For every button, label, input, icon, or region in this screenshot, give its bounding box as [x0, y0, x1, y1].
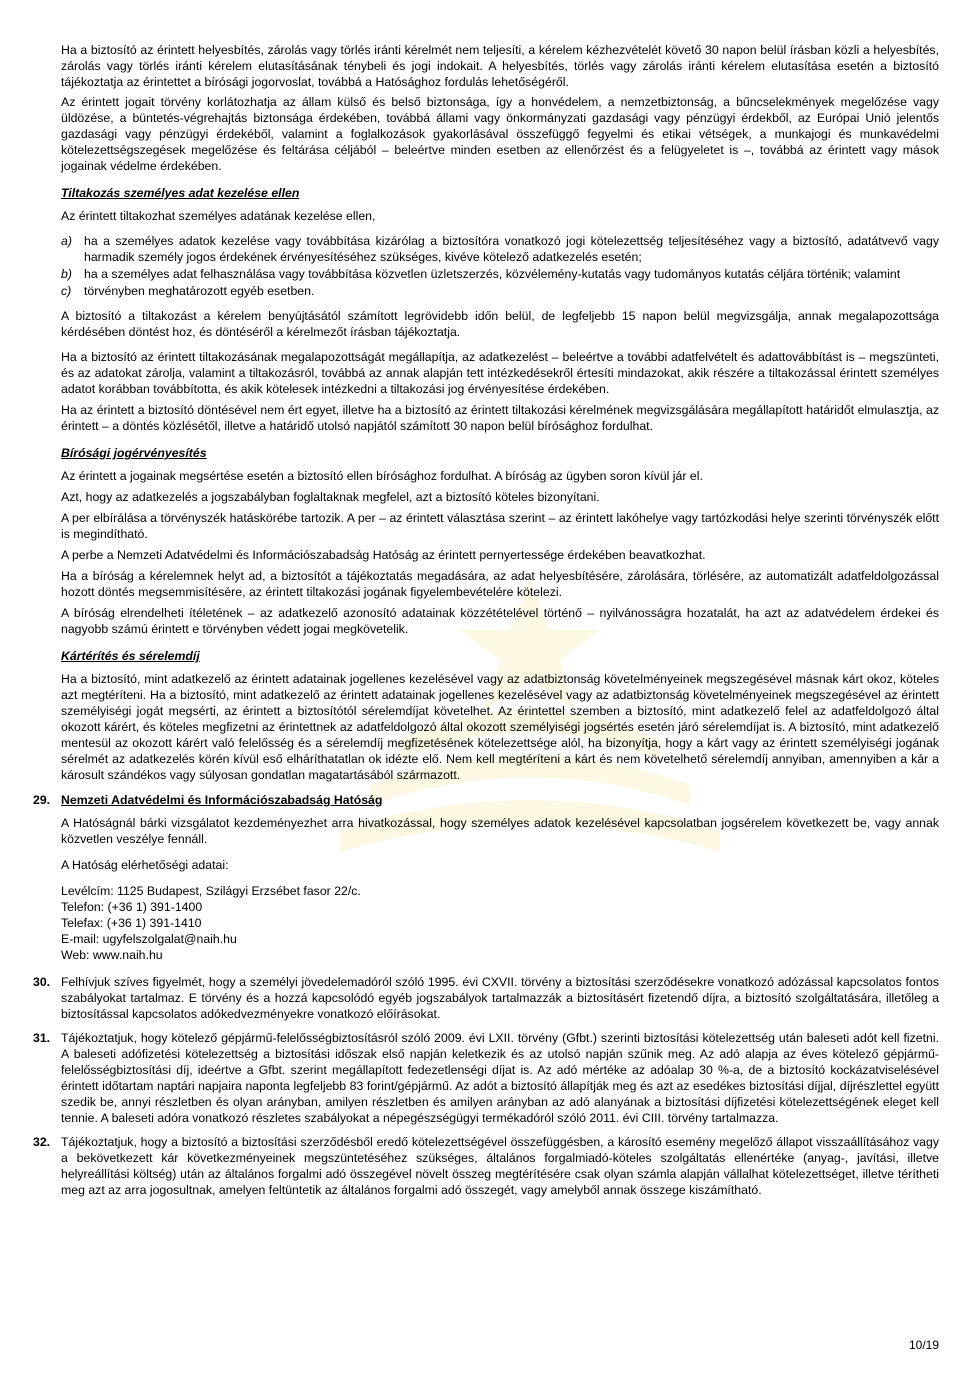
section-number: 29. — [33, 793, 51, 807]
contact-address: Levélcím: 1125 Budapest, Szilágyi Erzsébet fasor 22/c. — [61, 884, 361, 898]
heading-court: Bírósági jogérvényesítés — [61, 446, 207, 460]
heading-objection: Tiltakozás személyes adat kezelése ellen — [61, 186, 300, 200]
court-paragraph-4: A perbe a Nemzeti Adatvédelmi és Információszabadság Hatóság az érintett pernyertessége érdekében beavatkozhat. — [61, 548, 706, 562]
list-item-letter: a) — [61, 234, 72, 248]
intro-paragraph-2: Az érintett jogait törvény korlátozhatja az állam külső és belső biztonsága, így a honvédelem, a nemzetbiztonság, a bűncselekmények megelőzése vagy üldözése, a büntetés-végrehajtás biztonsága érdekében, továbbá állami vagy önkormányzati gazdasági vagy pénzügyi érdekből, az Európai Unió jelentős gazdasági vagy pénzügyi érdekéből, valamint a foglalkozások gyakorlásával összefüggő fegyelmi és etikai vétségek, a munkajogi és munkavédelmi kötelezettségszegések megelőzése és feltárása céljából – beleértve minden esetben az ellenőrzést és a felügyeletet is –, továbbá az érintett vagy mások jogainak védelme érdekében. — [61, 95, 939, 173]
objection-paragraph-3: Ha az érintett a biztosító döntésével nem ért egyet, illetve ha a biztosító az érintett tiltakozási kérelmének megvizsgálására megállapított határidőt elmulasztja, az érintett – a döntés közlésétől, illetve a határidő utolsó napjától számított 30 napon belül bírósághoz fordulhat. — [61, 403, 939, 433]
section-29-paragraph: A Hatóságnál bárki vizsgálatot kezdeményezhet arra hivatkozással, hogy személyes adatok kezelésével kapcsolatban jogsérelem következett be, vagy annak közvetlen veszélye fennáll. — [61, 816, 939, 846]
section-31 — [33, 1030, 939, 1126]
section-31-text: Tájékoztatjuk, hogy kötelező gépjármű-felelősségbiztosításról szóló 2009. évi LXII. törvény (Gfbt.) szerinti biztosítási kötelezettség után baleseti adót kell fizetni. A baleseti adófizetési kötelezettség a biztosítási időszak első napján keletkezik és az utolsó napján szűnik meg. Az adó alapja az éves kötelező gépjármű-felelősségbiztosítási díj, ideértve a Gfbt. szerint megállapított fedezetlenségi díjat is. Az adó mértéke az adóalap 30 %-a, de a biztosító kockázatviselésével érintett időtartam naptári napjaira naponta legfeljebb 83 forint/gépjármű. Az adót a biztosító állapítják meg és azt az esedékes biztosítási díjjal, díjrészlettel együtt szedik be, annyi részletben és olyan arányban, amilyen részletben és amilyen arányban az adó alanyának a biztosítási díjfizetési kötelezettségének eleget kell tennie. A baleseti adóra vonatkozó részletes szabályokat a népegészségügyi termékadóról szóló 2011. évi CIII. törvény tartalmazza. — [61, 1031, 939, 1125]
court-paragraph-1: Az érintett a jogainak megsértése esetén a biztosító ellen bírósághoz fordulhat. A bíróság az ügyben soron kívül jár el. — [61, 469, 703, 483]
objection-lead: Az érintett tiltakozhat személyes adatának kezelése ellen, — [61, 209, 376, 223]
contact-phone: Telefon: (+36 1) 391-1400 — [61, 900, 203, 914]
objection-paragraph-1: A biztosító a tiltakozást a kérelem benyújtásától számított legrövidebb időn belül, de legfeljebb 15 napon belül megvizsgálja, annak megalapozottsága kérdésében döntést hoz, és döntéséről a kérelmezőt írásban tájékoztatja. — [61, 309, 939, 339]
objection-list — [61, 233, 939, 299]
authority-contact-block — [61, 857, 939, 963]
list-item — [61, 266, 939, 282]
page-number: 10/19 — [908, 1338, 939, 1352]
section-30-text: Felhívjuk szíves figyelmét, hogy a személyi jövedelemadóról szóló 1995. évi CXVII. törvény a biztosítási szerződésekre vonatkozó adózással kapcsolatos fontos szabályokat tartalmaz. E törvény és a hozzá kapcsolódó egyéb jogszabályok tartalmazzák a biztosításért fizetendő díjra, a biztosító szolgáltatására, illetőleg a biztosítással kapcsolatos adókedvezményekre vonatkozó előírásokat. — [61, 975, 939, 1021]
heading-damages: Kártérítés és sérelemdíj — [61, 649, 200, 663]
contact-web: Web: www.naih.hu — [61, 948, 163, 962]
section-32 — [33, 1134, 939, 1198]
list-item-letter: c) — [61, 284, 72, 298]
list-item-letter: b) — [61, 267, 72, 281]
section-number: 30. — [33, 975, 51, 989]
list-item-text: ha a személyes adat felhasználása vagy továbbítása közvetlen üzletszerzés, közvélemény-kutatás vagy tudományos kutatás céljára történik; valamint — [84, 267, 901, 281]
contact-fax: Telefax: (+36 1) 391-1410 — [61, 916, 202, 930]
section-29-title: Nemzeti Adatvédelmi és Információszabadság Hatóság — [61, 793, 383, 807]
contact-lead: A Hatóság elérhetőségi adatai: — [61, 858, 229, 872]
court-paragraph-3: A per elbírálása a törvényszék hatáskörébe tartozik. A per – az érintett választása szerint – az érintett lakóhelye vagy tartózkodási helye szerinti törvényszék előtt is megindítható. — [61, 511, 939, 541]
contact-email: E-mail: ugyfelszolgalat@naih.hu — [61, 932, 237, 946]
list-item-text: ha a személyes adatok kezelése vagy továbbítása kizárólag a biztosítóra vonatkozó jogi kötelezettség teljesítéséhez vagy a biztosító, adatátvevő vagy harmadik személy jogos érdekének érvényesítéséhez szükséges, kivéve kötelező adatkezelés esetén; — [84, 234, 939, 264]
court-paragraph-2: Azt, hogy az adatkezelés a jogszabályban foglaltaknak megfelel, azt a biztosító köteles bizonyítani. — [61, 490, 600, 504]
intro-paragraph-1: Ha a biztosító az érintett helyesbítés, zárolás vagy törlés iránti kérelmét nem teljesíti, a kérelem kézhezvételét követő 30 napon belül írásban közli a helyesbítés, zárolás vagy törlés iránti kérelem elutasításának ténybeli és jogi indokait. A helyesbítés, törlés vagy zárolás iránti kérelem elutasítása esetén a biztosító tájékoztatja az érintettet a bírósági jogorvoslat, továbbá a Hatósághoz fordulás lehetőségéről. — [61, 43, 939, 89]
court-paragraph-5: Ha a bíróság a kérelemnek helyt ad, a biztosítót a tájékoztatás megadására, az adat helyesbítésére, zárolására, törlésére, az automatizált adatfeldolgozással hozott döntés megsemmisítésére, az érintett tiltakozási jogának figyelembevételére kötelezi. — [61, 569, 939, 599]
section-32-text: Tájékoztatjuk, hogy a biztosító a biztosítási szerződésből eredő kötelezettségével összefüggésben, a károsító esemény megelőző állapot visszaállításához vagy a bekövetkezett kár következményeinek megszüntetéséhez szükséges, általános forgalmiadó-köteles szolgáltatás ellenértéke (anyag-, javítási, illetve helyreállítási költség) után az általános forgalmi adó összegével növelt összeg megtérítésére csak olyan számla alapján vállalhat kötelezettséget, illetve térítheti meg azt az arra jogosultnak, amelyen feltüntetik az általános forgalmi adó összegét, vagy amelyből annak összege kiszámítható. — [61, 1135, 939, 1197]
list-item — [61, 233, 939, 265]
document-body — [33, 42, 939, 1203]
objection-paragraph-2: Ha a biztosító az érintett tiltakozásának megalapozottságát megállapítja, az adatkezelést – beleértve a további adatfelvételt és adattovábbítást is – megszünteti, és az adatokat zárolja, valamint a tiltakozásról, továbbá az annak alapján tett intézkedésekről értesíti mindazokat, akik részére a tiltakozással érintett személyes adatot korábban továbbította, és akik kötelesek intézkedni a tiltakozási jog érvényesítése érdekében. — [61, 350, 939, 396]
list-item — [61, 283, 939, 299]
list-item-text: törvényben meghatározott egyéb esetben. — [84, 284, 315, 298]
damages-paragraph-1: Ha a biztosító, mint adatkezelő az érintett adatainak jogellenes kezelésével vagy az adatbiztonság követelményeinek megszegésével másnak kárt okoz, köteles azt megtéríteni. Ha a biztosító, mint adatkezelő az érintett adatainak jogellenes kezelésével vagy az adatbiztonság követelményeinek megszegésével az érintett személyiségi jogát megsérti, az érintett a biztosítótól sérelemdíjat követelhet. Az érintettel szemben a biztosító, mint adatkezelő felel az adatfeldolgozó által okozott kárért, és köteles megfizetni az érintettnek az adatfeldolgozó által okozott személyiségi jogsértés esetén járó sérelemdíjat is. A biztosító, mint adatkezelő mentesül az okozott kárért való felelősség és a sérelemdíj megfizetésének kötelezettsége alól, ha bizonyítja, hogy a kárt vagy az érintett személyiségi jogának sérelmét az adatkezelés körén kívül eső elháríthatatlan ok idézte elő. Nem kell megtéríteni a kárt és nem követelhető sérelemdíj annyiban, amennyiben a kár a károsult szándékos vagy súlyosan gondatlan magatartásából származott. — [61, 672, 939, 782]
section-30 — [33, 974, 939, 1022]
section-29 — [33, 792, 939, 963]
section-number: 31. — [33, 1031, 51, 1045]
section-number: 32. — [33, 1135, 51, 1149]
court-paragraph-6: A bíróság elrendelheti ítéletének – az adatkezelő azonosító adatainak közzétételével történő – nyilvánosságra hozatalát, ha azt az adatvédelem érdekei és nagyobb számú érintett e törvényben védett jogai megkövetelik. — [61, 606, 939, 636]
